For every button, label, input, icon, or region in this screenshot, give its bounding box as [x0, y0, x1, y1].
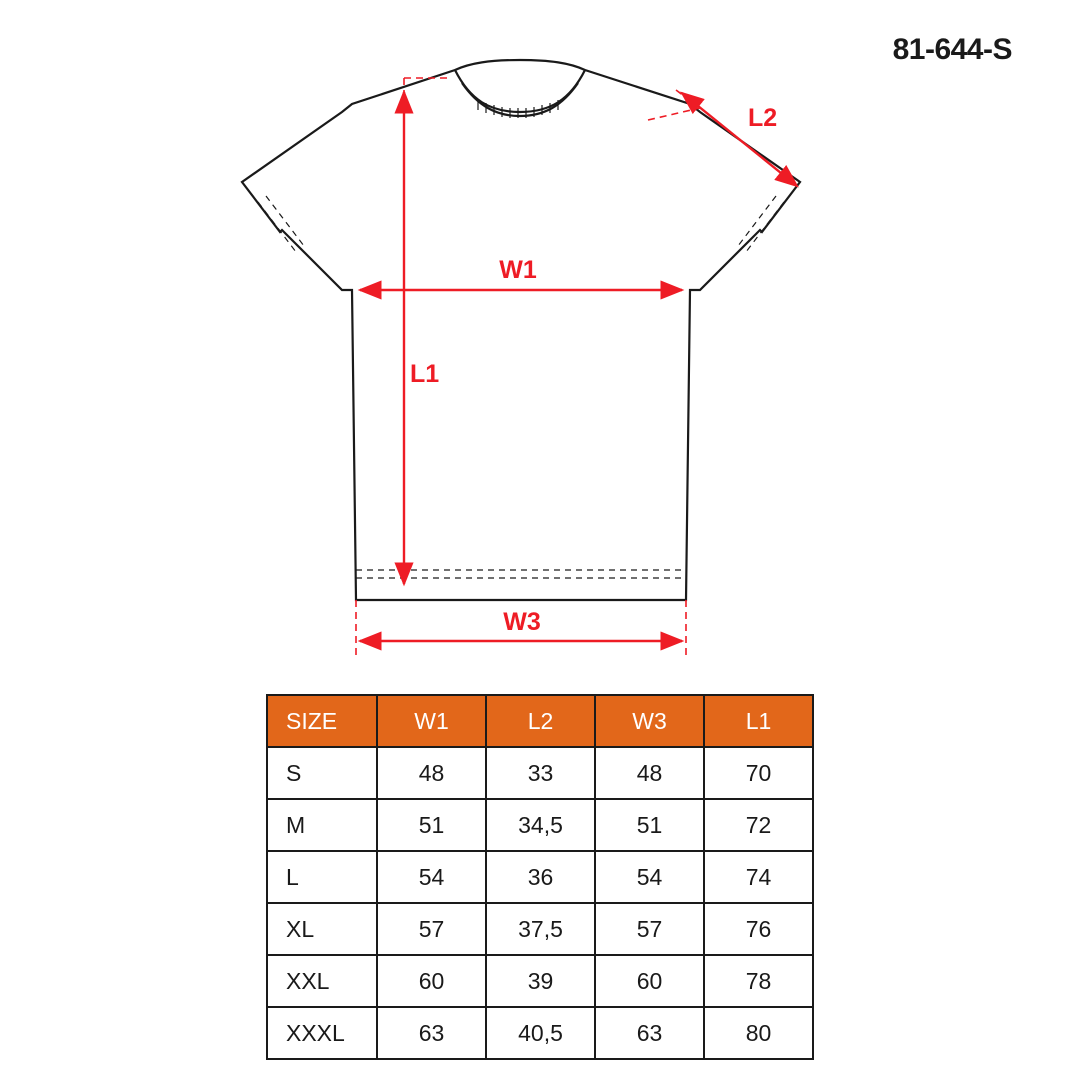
dim-label-w1: W1 — [499, 256, 537, 284]
table-header-w3: W3 — [595, 695, 704, 747]
cell-size: L — [267, 851, 377, 903]
table-header-l1: L1 — [704, 695, 813, 747]
cell-l1: 74 — [704, 851, 813, 903]
cell-w3: 57 — [595, 903, 704, 955]
cell-w1: 51 — [377, 799, 486, 851]
cell-w3: 60 — [595, 955, 704, 1007]
table-header-row — [267, 695, 813, 747]
table-row — [267, 799, 813, 851]
cell-w1: 57 — [377, 903, 486, 955]
dim-label-l1: L1 — [410, 360, 440, 388]
size-table — [266, 694, 814, 1060]
cell-size: M — [267, 799, 377, 851]
cell-l2: 33 — [486, 747, 595, 799]
cell-l1: 72 — [704, 799, 813, 851]
cell-l2: 37,5 — [486, 903, 595, 955]
cell-l2: 36 — [486, 851, 595, 903]
table-row — [267, 1007, 813, 1059]
cell-w1: 54 — [377, 851, 486, 903]
table-row — [267, 747, 813, 799]
cell-w1: 63 — [377, 1007, 486, 1059]
cell-l2: 39 — [486, 955, 595, 1007]
table-row — [267, 955, 813, 1007]
cell-l1: 80 — [704, 1007, 813, 1059]
tshirt-outline — [242, 60, 800, 600]
cell-w3: 51 — [595, 799, 704, 851]
cell-w3: 54 — [595, 851, 704, 903]
cell-l1: 78 — [704, 955, 813, 1007]
cell-size: XL — [267, 903, 377, 955]
cell-l1: 70 — [704, 747, 813, 799]
cell-w3: 63 — [595, 1007, 704, 1059]
cell-l2: 34,5 — [486, 799, 595, 851]
cell-w3: 48 — [595, 747, 704, 799]
cell-w1: 60 — [377, 955, 486, 1007]
table-row — [267, 903, 813, 955]
table-row — [267, 851, 813, 903]
dim-label-w3: W3 — [503, 608, 541, 636]
cell-l2: 40,5 — [486, 1007, 595, 1059]
table-header-size: SIZE — [267, 695, 377, 747]
cell-size: XXL — [267, 955, 377, 1007]
dim-label-l2: L2 — [748, 104, 778, 132]
table-header-l2: L2 — [486, 695, 595, 747]
product-code: 81-644-S — [892, 33, 1012, 66]
table-header-w1: W1 — [377, 695, 486, 747]
cell-size: S — [267, 747, 377, 799]
cell-l1: 76 — [704, 903, 813, 955]
cell-w1: 48 — [377, 747, 486, 799]
cell-size: XXXL — [267, 1007, 377, 1059]
